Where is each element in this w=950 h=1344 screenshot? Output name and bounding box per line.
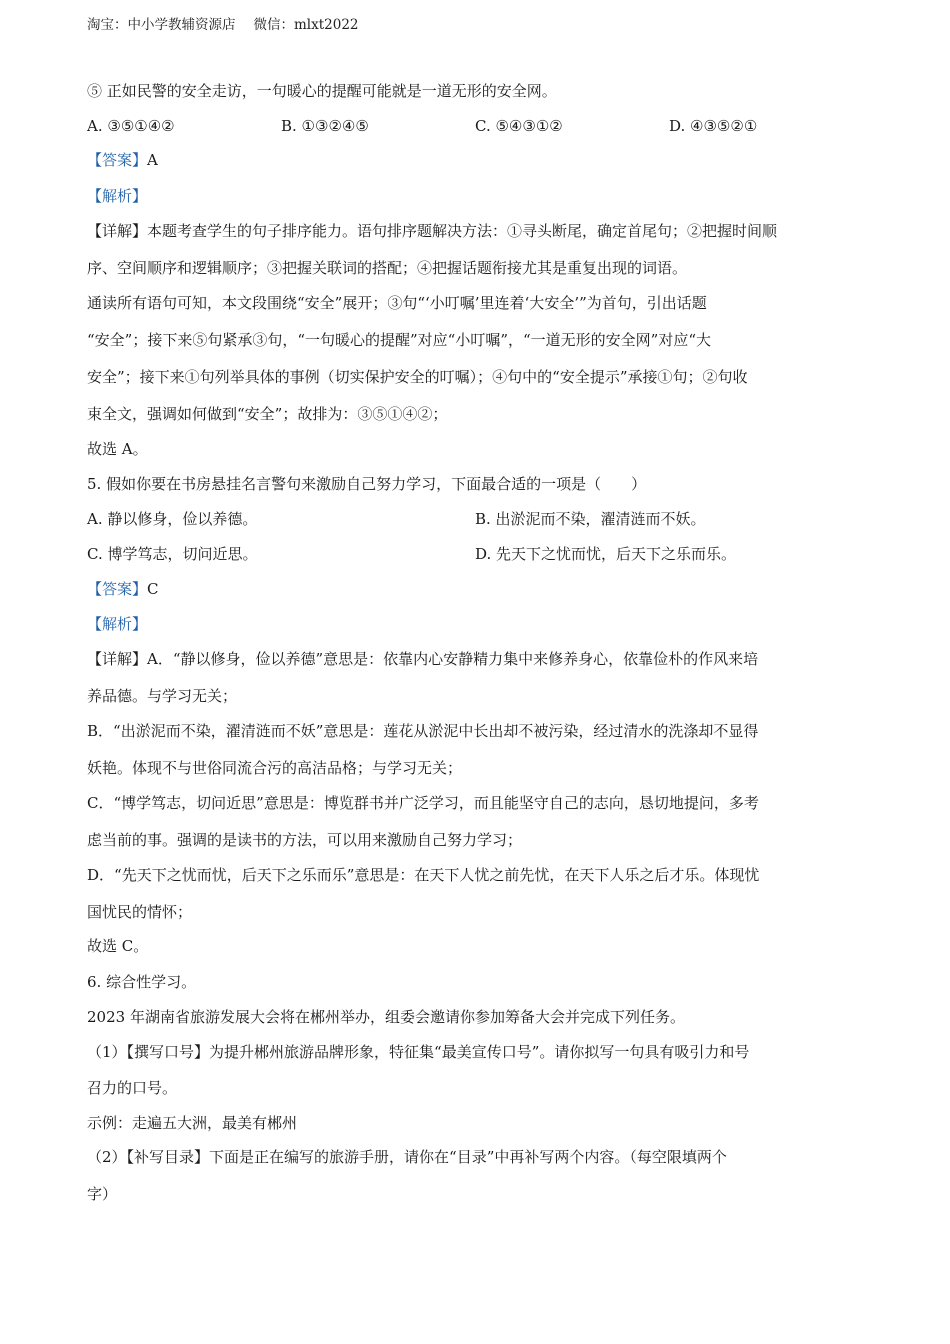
q4-detail-line: “安全”；接下来⑤句紧承③句，“一句暖心的提醒”对应“小叮嘱”，“一道无形的安全网”对应“大 — [87, 331, 712, 349]
q4-option-b: B. ①③②④⑤ — [281, 117, 369, 135]
q5-option-b: B. 出淤泥而不染，濯清涟而不妖。 — [475, 510, 706, 528]
answer-tag: 【答案】 — [87, 151, 148, 169]
q5-option-d: D. 先天下之忧而忧，后天下之乐而乐。 — [475, 545, 737, 563]
q6-title: 6. 综合性学习。 — [87, 973, 197, 991]
q4-answer — [87, 149, 158, 171]
q4-detail-line: 通读所有语句可知，本文段围绕“安全”展开；③句“‘小叮嘱’里连着‘大安全’”为首句，引出话题 — [87, 294, 707, 312]
q6-task-1-cont: 召力的口号。 — [87, 1079, 178, 1097]
q6-task-2: （2）【补写目录】下面是正在编写的旅游手册，请你在“目录”中再补写两个内容。（每空限填两个 — [87, 1148, 727, 1166]
q4-detail-line: 束全文，强调如何做到“安全”；故排为：③⑤①④②； — [87, 405, 448, 423]
q5-detail-line: 国忧民的情怀； — [87, 903, 193, 921]
answer-tag: 【答案】 — [87, 580, 148, 598]
q5-detail-line: D．“先天下之忧而忧，后天下之乐而乐”意思是：在天下人忧之前先忧，在天下人乐之后才乐。体现忧 — [87, 866, 760, 884]
q5-analysis-tag: 【解析】 — [87, 615, 148, 633]
q4-option-a: A. ③⑤①④② — [87, 117, 175, 135]
q6-intro: 2023 年湖南省旅游发展大会将在郴州举办，组委会邀请你参加筹备大会并完成下列任务。 — [87, 1008, 685, 1026]
q4-detail-line: 序、空间顺序和逻辑顺序；③把握关联词的搭配；④把握话题衔接尤其是重复出现的词语。 — [87, 259, 688, 277]
q4-option-c: C. ⑤④③①② — [475, 117, 563, 135]
q5-stem: 5. 假如你要在书房悬挂名言警句来激励自己努力学习，下面最合适的一项是（ ） — [87, 475, 647, 493]
q5-detail-line: 养品德。与学习无关； — [87, 687, 238, 705]
q5-detail-line: C．“博学笃志，切问近思”意思是：博览群书并广泛学习，而且能坚守自己的志向，恳切地提问，多考 — [87, 794, 759, 812]
wechat-label: 微信：mlxt2022 — [253, 17, 359, 33]
q4-analysis-tag: 【解析】 — [87, 187, 148, 205]
q5-detail-line: 【详解】A．“静以修身，俭以养德”意思是：依靠内心安静精力集中来修养身心，依靠俭朴的作风来培 — [87, 650, 759, 668]
answer-value: A — [147, 151, 158, 169]
q4-detail-line: 【详解】本题考查学生的句子排序能力。语句排序题解决方法：①寻头断尾，确定首尾句；②把握时间顺 — [87, 222, 778, 240]
q6-task-2-cont: 字） — [87, 1185, 118, 1203]
q5-answer — [87, 578, 159, 600]
q6-task-1: （1）【撰写口号】为提升郴州旅游品牌形象，特征集“最美宣传口号”。请你拟写一句具有吸引力和号 — [87, 1043, 750, 1061]
q5-conclusion: 故选 C。 — [87, 937, 149, 955]
shop-label: 淘宝：中小学教辅资源店 — [87, 17, 236, 33]
q5-detail-line: B．“出淤泥而不染，濯清涟而不妖”意思是：莲花从淤泥中长出却不被污染，经过清水的洗涤却不显得 — [87, 722, 759, 740]
q4-sentence-5: ⑤ 正如民警的安全走访，一句暖心的提醒可能就是一道无形的安全网。 — [87, 82, 557, 100]
q5-detail-line: 妖艳。体现不与世俗同流合污的高洁品格；与学习无关； — [87, 759, 463, 777]
q4-conclusion: 故选 A。 — [87, 440, 148, 458]
q5-option-a: A. 静以修身，俭以养德。 — [87, 510, 258, 528]
page-header — [87, 13, 359, 33]
q4-detail-line: 安全”；接下来①句列举具体的事例（切实保护安全的叮嘱）；④句中的“安全提示”承接①句；②句收 — [87, 368, 748, 386]
q4-option-d: D. ④③⑤②① — [669, 117, 758, 135]
q6-example: 示例：走遍五大洲，最美有郴州 — [87, 1114, 298, 1132]
q5-detail-line: 虑当前的事。强调的是读书的方法，可以用来激励自己努力学习； — [87, 831, 523, 849]
q5-option-c: C. 博学笃志，切问近思。 — [87, 545, 258, 563]
answer-value: C — [147, 580, 159, 598]
